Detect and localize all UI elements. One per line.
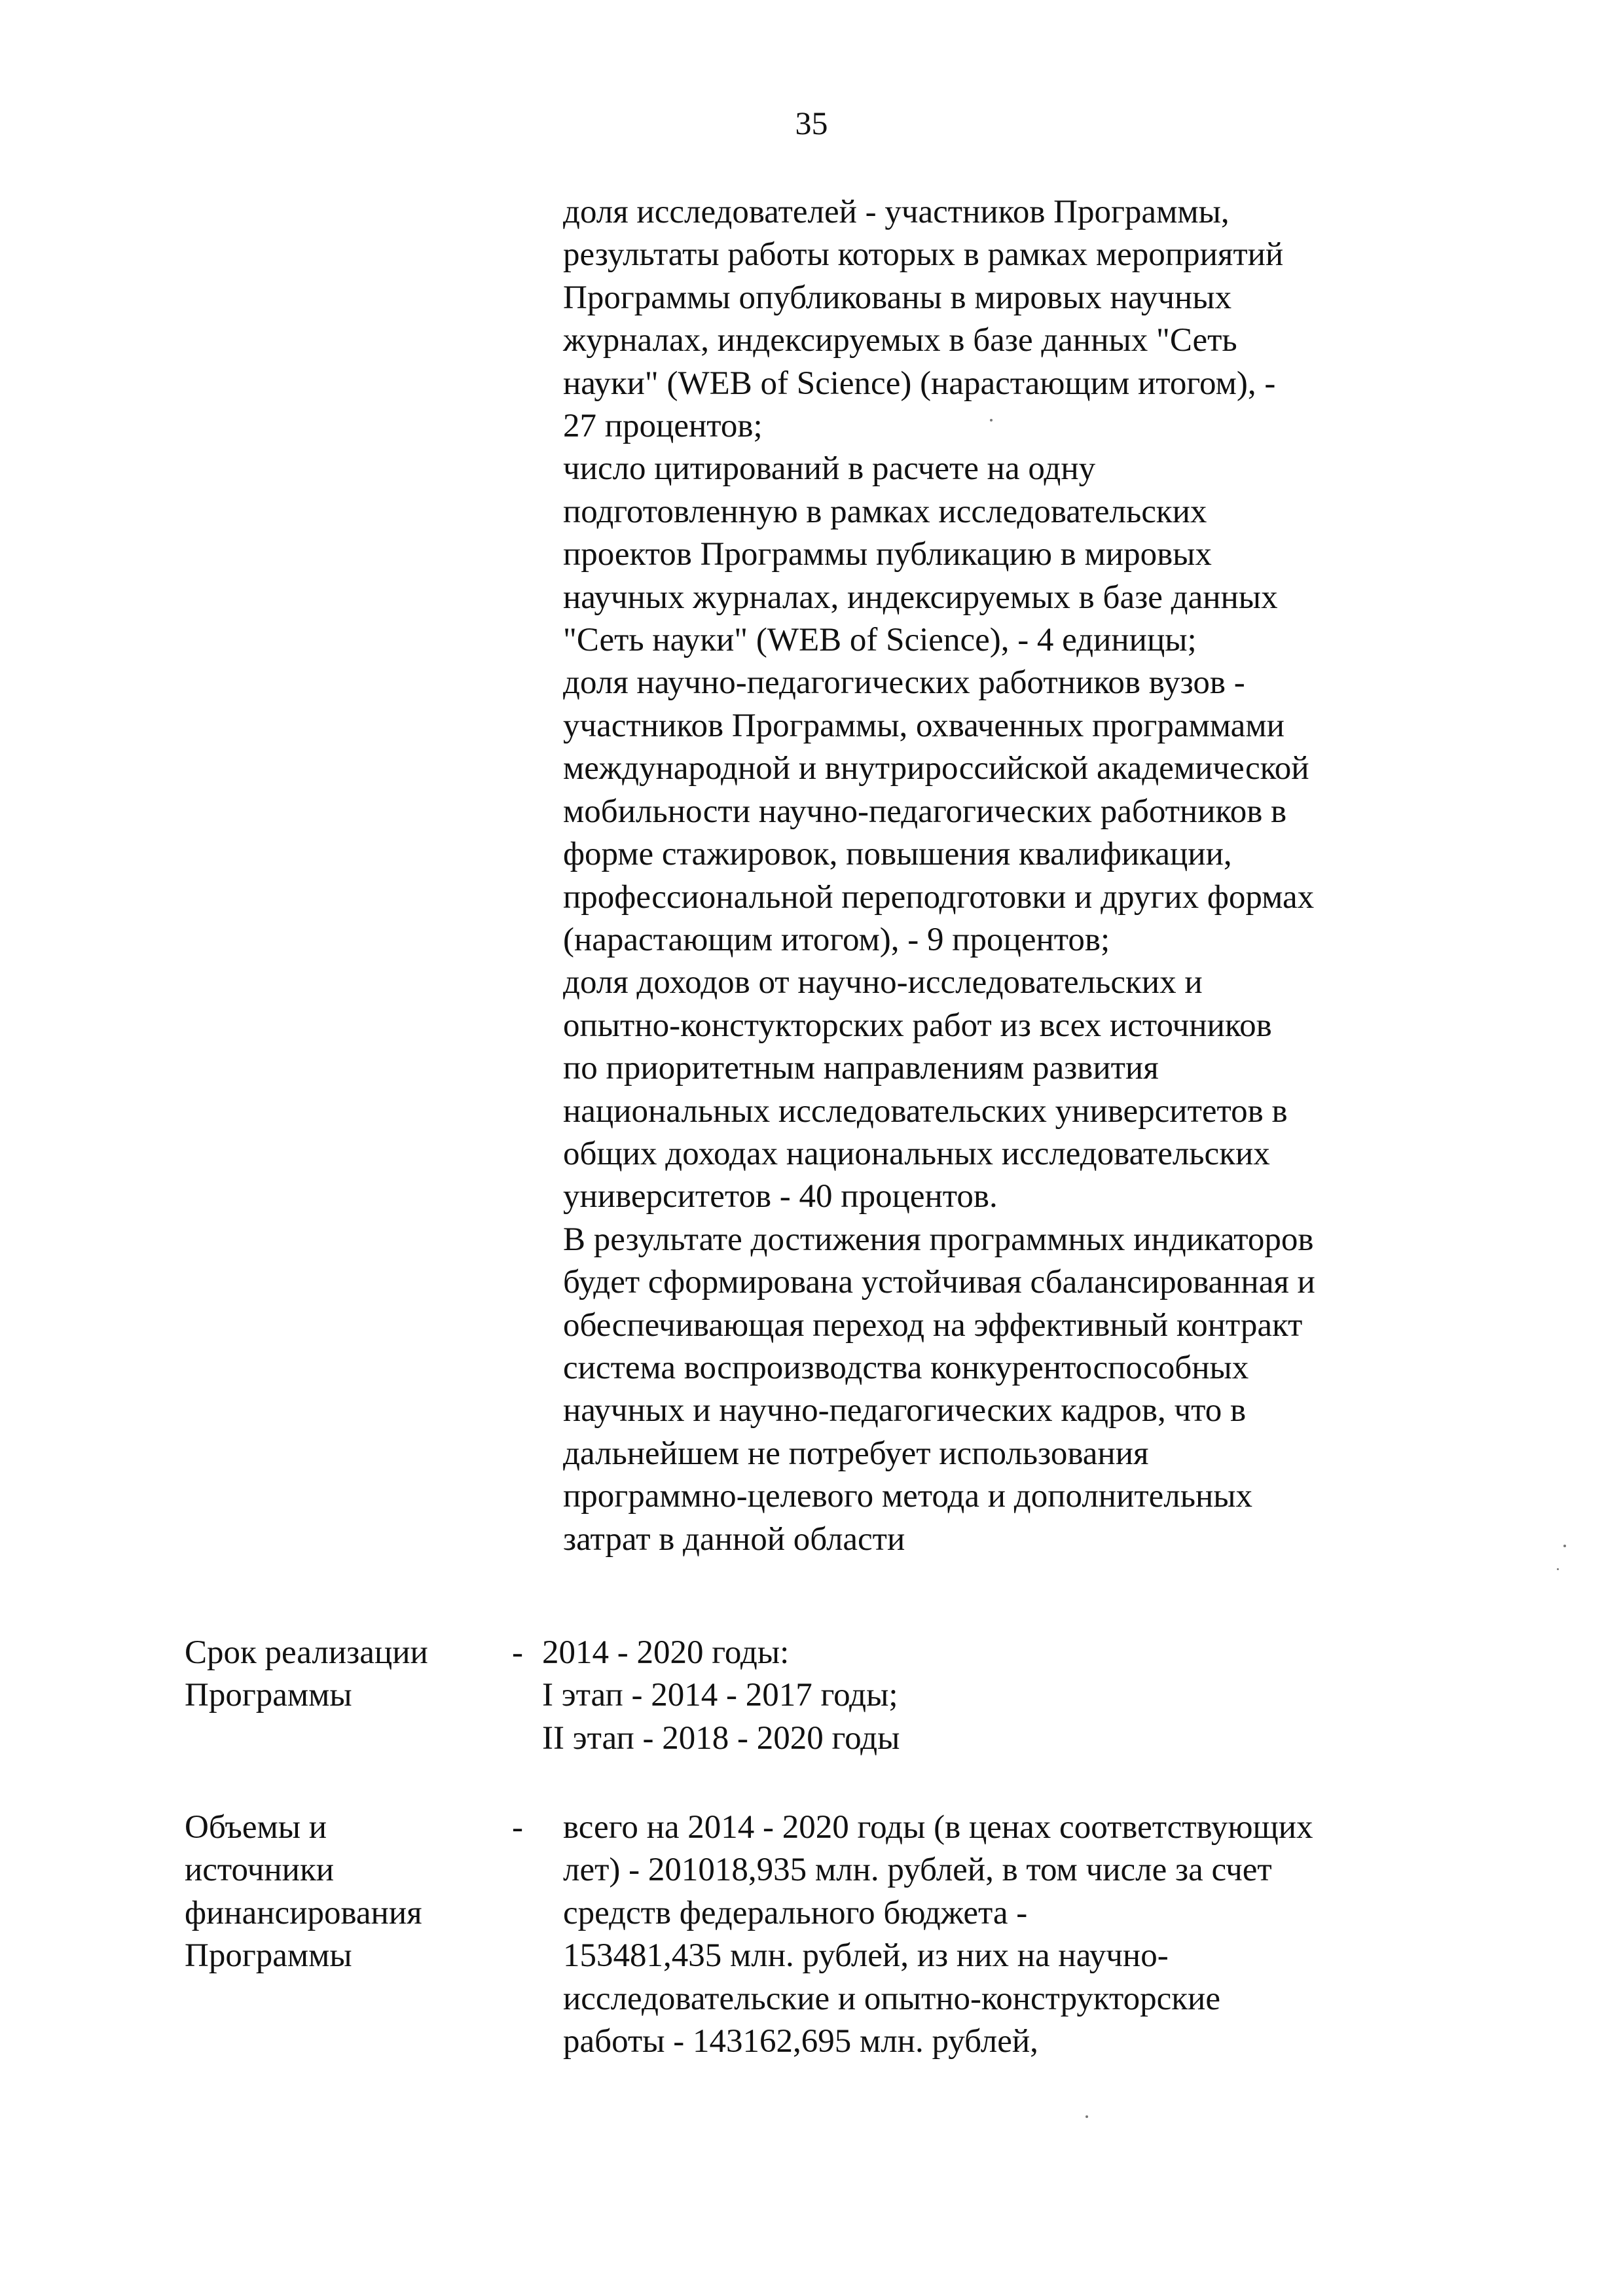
text-line: доля исследователей - участников Программы, xyxy=(563,194,1230,230)
text-line: будет сформирована устойчивая сбалансированная и xyxy=(563,1264,1315,1301)
term-content xyxy=(542,1632,1498,1760)
text-line: университетов - 40 процентов. xyxy=(563,1178,998,1215)
funding-content-line: всего на 2014 - 2020 годы (в ценах соответствующих xyxy=(563,1809,1313,1846)
page-number: 35 xyxy=(795,105,828,141)
text-line: затрат в данной области xyxy=(563,1520,905,1558)
text-line: журналах, индексируемых в базе данных "Сеть xyxy=(563,322,1237,359)
text-line: число цитирований в расчете на одну xyxy=(563,450,1096,488)
text-line: результаты работы которых в рамках мероприятий xyxy=(563,236,1284,274)
text-line: опытно-констукторских работ из всех источников xyxy=(563,1007,1272,1044)
term-label xyxy=(185,1632,512,1717)
text-line: доля научно-педагогических работников вузов - xyxy=(563,664,1245,702)
funding-content-line: 153481,435 млн. рублей, из них на научно- xyxy=(563,1937,1169,1975)
scan-speck xyxy=(990,419,993,422)
term-row xyxy=(0,1632,1623,1769)
text-line: "Сеть науки" (WEB of Science), - 4 единицы; xyxy=(563,622,1197,659)
term-label-line: Программы xyxy=(185,1677,352,1714)
text-line: система воспроизводства конкурентоспособных xyxy=(563,1349,1249,1386)
text-line: научных и научно-педагогических кадров, что в xyxy=(563,1392,1247,1429)
funding-content xyxy=(563,1806,1519,2063)
text-line: подготовленную в рамках исследовательских xyxy=(563,493,1207,530)
text-line: мобильности научно-педагогических работников в xyxy=(563,793,1287,830)
text-line: обеспечивающая переход на эффективный контракт xyxy=(563,1306,1303,1344)
funding-dash: - xyxy=(512,1809,523,1846)
term-content-line: II этап - 2018 - 2020 годы xyxy=(542,1719,900,1757)
funding-content-line: лет) - 201018,935 млн. рублей, в том числе за счет xyxy=(563,1852,1272,1889)
text-line: программно-целевого метода и дополнительных xyxy=(563,1478,1253,1515)
text-line: доля доходов от научно-исследовательских и xyxy=(563,964,1203,1001)
text-line: по приоритетным направлениям развития xyxy=(563,1050,1159,1087)
text-line: международной и внутрироссийской академической xyxy=(563,750,1309,787)
text-line: общих доходах национальных исследовательских xyxy=(563,1135,1270,1172)
text-line: участников Программы, охваченных программами xyxy=(563,707,1285,744)
term-content-line: 2014 - 2020 годы: xyxy=(542,1634,790,1671)
funding-label-line: Объемы и xyxy=(185,1809,327,1846)
text-line: форме стажировок, повышения квалификации, xyxy=(563,836,1232,873)
text-line: (нарастающим итогом), - 9 процентов; xyxy=(563,921,1110,958)
scan-speck xyxy=(1557,1568,1559,1570)
text-line: дальнейшем не потребует использования xyxy=(563,1435,1149,1472)
term-dash: - xyxy=(512,1634,523,1671)
funding-content-line: средств федерального бюджета - xyxy=(563,1894,1028,1931)
text-line: профессиональной переподготовки и других формах xyxy=(563,878,1315,916)
text-line: 27 процентов; xyxy=(563,408,763,445)
funding-label-line: финансирования xyxy=(185,1894,422,1931)
text-line: науки" (WEB of Science) (нарастающим итогом), - xyxy=(563,365,1276,402)
text-line: проектов Программы публикацию в мировых xyxy=(563,536,1212,573)
funding-content-line: исследовательские и опытно-конструкторские xyxy=(563,1980,1220,2017)
text-line: научных журналах, индексируемых в базе данных xyxy=(563,579,1278,616)
text-line: национальных исследовательских университетов в xyxy=(563,1092,1288,1130)
funding-row xyxy=(0,1806,1623,2068)
indicators-continuation-text xyxy=(563,191,1519,1561)
funding-label xyxy=(185,1806,512,1978)
text-line: Программы опубликованы в мировых научных xyxy=(563,279,1232,316)
term-label-line: Срок реализации xyxy=(185,1634,428,1671)
funding-label-line: Программы xyxy=(185,1937,352,1975)
funding-label-line: источники xyxy=(185,1852,335,1889)
scan-speck xyxy=(1085,2115,1088,2118)
scan-speck xyxy=(1563,1545,1566,1547)
funding-content-line: работы - 143162,695 млн. рублей, xyxy=(563,2023,1038,2060)
text-line: В результате достижения программных индикаторов xyxy=(563,1221,1314,1258)
term-content-line: I этап - 2014 - 2017 годы; xyxy=(542,1677,898,1714)
